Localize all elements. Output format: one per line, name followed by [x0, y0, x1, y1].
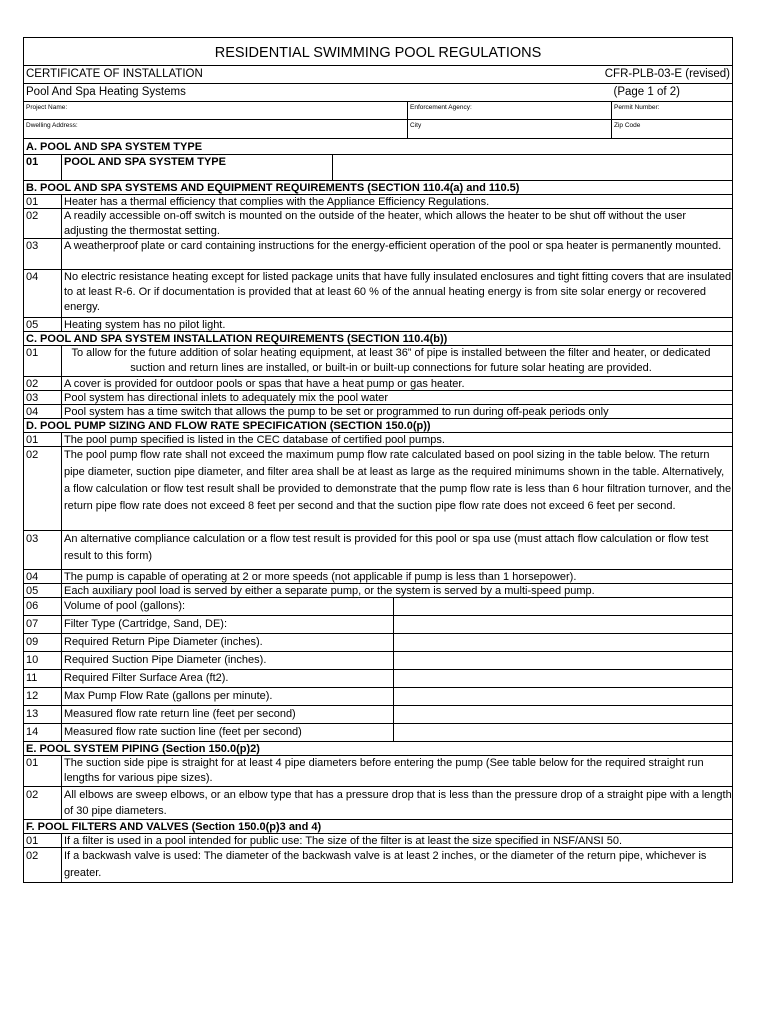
- table-row: [24, 569, 732, 583]
- field-label: Required Suction Pipe Diameter (inches).: [61, 652, 393, 669]
- suction-pipe-diameter-input[interactable]: [393, 652, 732, 669]
- table-row: [24, 786, 732, 819]
- section-d-heading: D. POOL PUMP SIZING AND FLOW RATE SPECIFICATION (SECTION 150.0(p)): [24, 418, 732, 432]
- form-code: CFR-PLB-03-E (revised): [604, 68, 730, 80]
- row-text: An alternative compliance calculation or a flow test result is provided for this pool or spa use (must attach flow calculation or flow test result to this form): [61, 531, 732, 569]
- city-field[interactable]: City: [408, 120, 612, 138]
- row-number: 01: [26, 196, 39, 208]
- system-type-input[interactable]: [332, 155, 732, 180]
- page-indicator: (Page 1 of 2): [613, 86, 680, 98]
- dwelling-address-field[interactable]: Dwelling Address:: [24, 120, 408, 138]
- pool-volume-input[interactable]: [393, 598, 732, 615]
- row-number: 04: [26, 571, 39, 583]
- row-text: The pool pump specified is listed in the CEC database of certified pool pumps.: [61, 433, 732, 446]
- table-row: [24, 376, 732, 390]
- row-text: To allow for the future addition of solar heating equipment, at least 36” of pipe is installed between the filter and heater, or dedicated suction and return lines are installed, or built-in or built-up connections for future solar heating are provided.: [61, 346, 732, 376]
- row-number: 02: [26, 378, 39, 390]
- row-number: 02: [26, 210, 39, 222]
- row-number: 12: [26, 690, 39, 702]
- row-number: 06: [26, 600, 39, 612]
- certificate-label: CERTIFICATE OF INSTALLATION: [26, 68, 203, 80]
- field-label: Max Pump Flow Rate (gallons per minute).: [61, 688, 393, 705]
- row-number: 05: [26, 585, 39, 597]
- row-number: 02: [26, 789, 39, 801]
- row-number: 02: [26, 850, 39, 862]
- field-label: Measured flow rate suction line (feet per second): [61, 724, 393, 741]
- row-text: Each auxiliary pool load is served by either a separate pump, or the system is served by a multi-speed pump.: [61, 584, 732, 597]
- row-text: Pool system has directional inlets to adequately mix the pool water: [61, 391, 732, 404]
- header-row-1: [24, 66, 732, 83]
- info-row-2: [24, 120, 732, 139]
- field-row: [24, 615, 732, 633]
- field-label: Volume of pool (gallons):: [61, 598, 393, 615]
- row-text: Pool system has a time switch that allows the pump to be set or programmed to run during off-peak periods only: [61, 405, 732, 418]
- row-text: A readily accessible on-off switch is mounted on the outside of the heater, which allows the heater to be shut off without the user adjusting the thermostat setting.: [61, 209, 732, 238]
- row-text: POOL AND SPA SYSTEM TYPE: [61, 155, 332, 180]
- row-number: 01: [26, 156, 39, 168]
- field-row: [24, 669, 732, 687]
- table-row: [24, 317, 732, 331]
- section-b-heading: B. POOL AND SPA SYSTEMS AND EQUIPMENT REQUIREMENTS (SECTION 110.4(a) and 110.5): [24, 180, 732, 194]
- row-text: If a backwash valve is used: The diameter of the backwash valve is at least 2 inches, or the diameter of the return pipe, whichever is greater.: [61, 848, 732, 882]
- row-number: 03: [26, 392, 39, 404]
- row-number: 02: [26, 449, 39, 461]
- table-row: [24, 208, 732, 238]
- field-row: [24, 705, 732, 723]
- field-row: [24, 723, 732, 741]
- table-row: [24, 530, 732, 569]
- table-row: [24, 194, 732, 208]
- field-row: [24, 687, 732, 705]
- table-row: [24, 432, 732, 446]
- row-text: Heating system has no pilot light.: [61, 318, 732, 331]
- row-text: Heater has a thermal efficiency that complies with the Appliance Efficiency Regulations.: [61, 195, 732, 208]
- zip-code-field[interactable]: Zip Code: [614, 122, 641, 129]
- table-row: [24, 390, 732, 404]
- form-subtitle: Pool And Spa Heating Systems: [26, 86, 186, 98]
- return-flow-rate-input[interactable]: [393, 706, 732, 723]
- row-number: 01: [26, 347, 39, 359]
- row-text: No electric resistance heating except for listed package units that have fully insulated enclosures and tight fitting covers that are insulated to at least R-6. Or if documentation is provided that at least 60 % of the annual heating energy is from site solar energy or recovered energy.: [61, 270, 732, 317]
- table-row: [24, 404, 732, 418]
- row-number: 13: [26, 708, 39, 720]
- row-number: 01: [26, 757, 39, 769]
- field-label: Filter Type (Cartridge, Sand, DE):: [61, 616, 393, 633]
- row-number: 11: [26, 672, 38, 684]
- row-number: 03: [26, 240, 39, 252]
- enforcement-agency-field[interactable]: Enforcement Agency:: [408, 102, 612, 119]
- row-number: 01: [26, 434, 39, 446]
- table-row: [24, 345, 732, 376]
- table-row: [24, 847, 732, 882]
- field-label: Required Return Pipe Diameter (inches).: [61, 634, 393, 651]
- max-pump-flow-input[interactable]: [393, 688, 732, 705]
- table-row: [24, 833, 732, 847]
- row-text: The pool pump flow rate shall not exceed the maximum pump flow rate calculated based on pool sizing in the table below. The return pipe diameter, suction pipe diameter, and filter area shall be at least as large as the required minimums shown in the table. Alternatively, a flow calculation or flow test result shall be provided to demonstrate that the pump flow rate is less than 6 hour filtration turnover, and the return pipe flow rate does not exceed 8 feet per second and that the suction pipe flow rate does not exceed 6 feet per second.: [61, 447, 732, 530]
- field-label: Required Filter Surface Area (ft2).: [61, 670, 393, 687]
- header-row-2: [24, 83, 732, 101]
- row-number: 04: [26, 406, 39, 418]
- filter-surface-area-input[interactable]: [393, 670, 732, 687]
- filter-type-input[interactable]: [393, 616, 732, 633]
- table-row: [24, 269, 732, 317]
- row-text: All elbows are sweep elbows, or an elbow type that has a pressure drop that is less than the pressure drop of a straight pipe with a length of 30 pipe diameters.: [61, 787, 732, 819]
- table-row: [24, 755, 732, 786]
- row-number: 05: [26, 319, 39, 331]
- regulation-form: [23, 37, 733, 883]
- return-pipe-diameter-input[interactable]: [393, 634, 732, 651]
- section-f-heading: F. POOL FILTERS AND VALVES (Section 150.0(p)3 and 4): [24, 819, 732, 833]
- info-row-1: [24, 101, 732, 120]
- row-text: The suction side pipe is straight for at least 4 pipe diameters before entering the pump (See table below for the required straight run lengths for various pipe sizes).: [61, 756, 732, 786]
- row-number: 14: [26, 726, 39, 738]
- row-number: 09: [26, 636, 39, 648]
- field-label: Measured flow rate return line (feet per second): [61, 706, 393, 723]
- project-name-field[interactable]: Project Name:: [24, 102, 408, 119]
- row-text: A cover is provided for outdoor pools or spas that have a heat pump or gas heater.: [61, 377, 732, 390]
- field-row: [24, 633, 732, 651]
- table-row: [24, 446, 732, 530]
- section-e-heading: E. POOL SYSTEM PIPING (Section 150.0(p)2): [24, 741, 732, 755]
- table-row: [24, 583, 732, 597]
- row-text: The pump is capable of operating at 2 or more speeds (not applicable if pump is less than 1 horsepower).: [61, 570, 732, 583]
- row-number: 01: [26, 835, 39, 847]
- field-row: [24, 597, 732, 615]
- section-a-heading: A. POOL AND SPA SYSTEM TYPE: [26, 141, 203, 153]
- row-number: 04: [26, 271, 39, 283]
- field-row: [24, 651, 732, 669]
- row-number: 07: [26, 618, 39, 630]
- form-title: RESIDENTIAL SWIMMING POOL REGULATIONS: [24, 38, 732, 66]
- permit-number-field[interactable]: Permit Number:: [614, 104, 660, 111]
- row-text: A weatherproof plate or card containing instructions for the energy-efficient operation of the pool or spa heater is permanently mounted.: [61, 239, 732, 269]
- system-type-row: [24, 154, 732, 180]
- suction-flow-rate-input[interactable]: [393, 724, 732, 741]
- row-number: 10: [26, 654, 39, 666]
- row-number: 03: [26, 533, 39, 545]
- row-text: If a filter is used in a pool intended for public use: The size of the filter is at least the size specified in NSF/ANSI 50.: [61, 834, 732, 847]
- table-row: [24, 238, 732, 269]
- section-c-heading: C. POOL AND SPA SYSTEM INSTALLATION REQUIREMENTS (SECTION 110.4(b)): [24, 331, 732, 345]
